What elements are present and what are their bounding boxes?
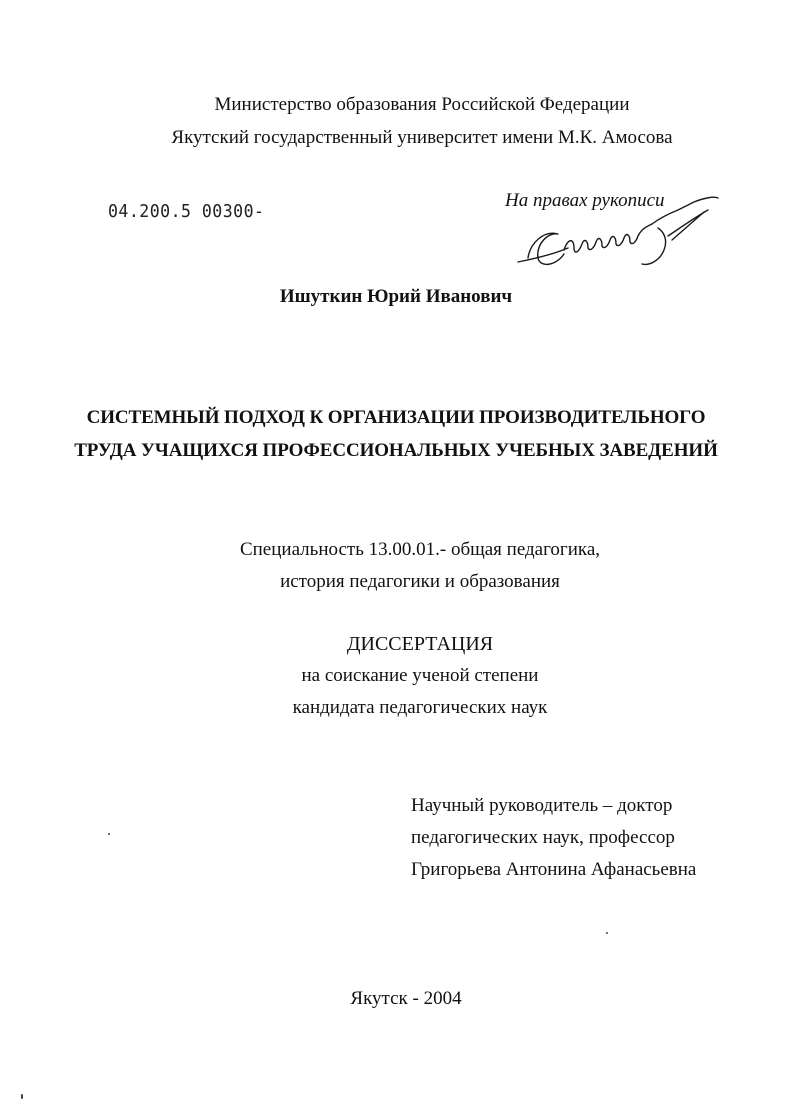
degree-line-1: на соискание ученой степени (301, 665, 539, 686)
city-and-year: Якутск - 2004 (350, 988, 462, 1009)
specialty-line-2: история педагогики и образования (280, 571, 560, 592)
specialty-line-1: Специальность 13.00.01.- общая педагогика, (239, 539, 601, 560)
advisor-line-2: педагогических наук, профессор (411, 827, 675, 848)
degree-line-2: кандидата педагогических наук (292, 697, 548, 718)
scan-speck (108, 833, 110, 835)
work-type: ДИССЕРТАЦИЯ (346, 633, 494, 655)
ministry-name: Министерство образования Российской Федерации (214, 94, 630, 115)
registration-stamp: 04.200.5 00300- (108, 201, 265, 222)
advisor-line-1: Научный руководитель – доктор (411, 795, 673, 816)
advisor-line-3: Григорьева Антонина Афанасьевна (411, 859, 697, 880)
manuscript-note: На правах рукописи (505, 190, 665, 211)
scan-speck (21, 1094, 23, 1099)
dissertation-title-line-2: ТРУДА УЧАЩИХСЯ ПРОФЕССИОНАЛЬНЫХ УЧЕБНЫХ ЗАВЕДЕНИЙ (74, 440, 718, 461)
author-name: Ишуткин Юрий Иванович (279, 286, 513, 307)
university-name: Якутский государственный университет имени М.К. Амосова (171, 127, 673, 148)
handwritten-signature-icon (508, 188, 728, 278)
scan-speck (606, 932, 608, 934)
dissertation-title-line-1: СИСТЕМНЫЙ ПОДХОД К ОРГАНИЗАЦИИ ПРОИЗВОДИТЕЛЬНОГО (86, 407, 706, 428)
